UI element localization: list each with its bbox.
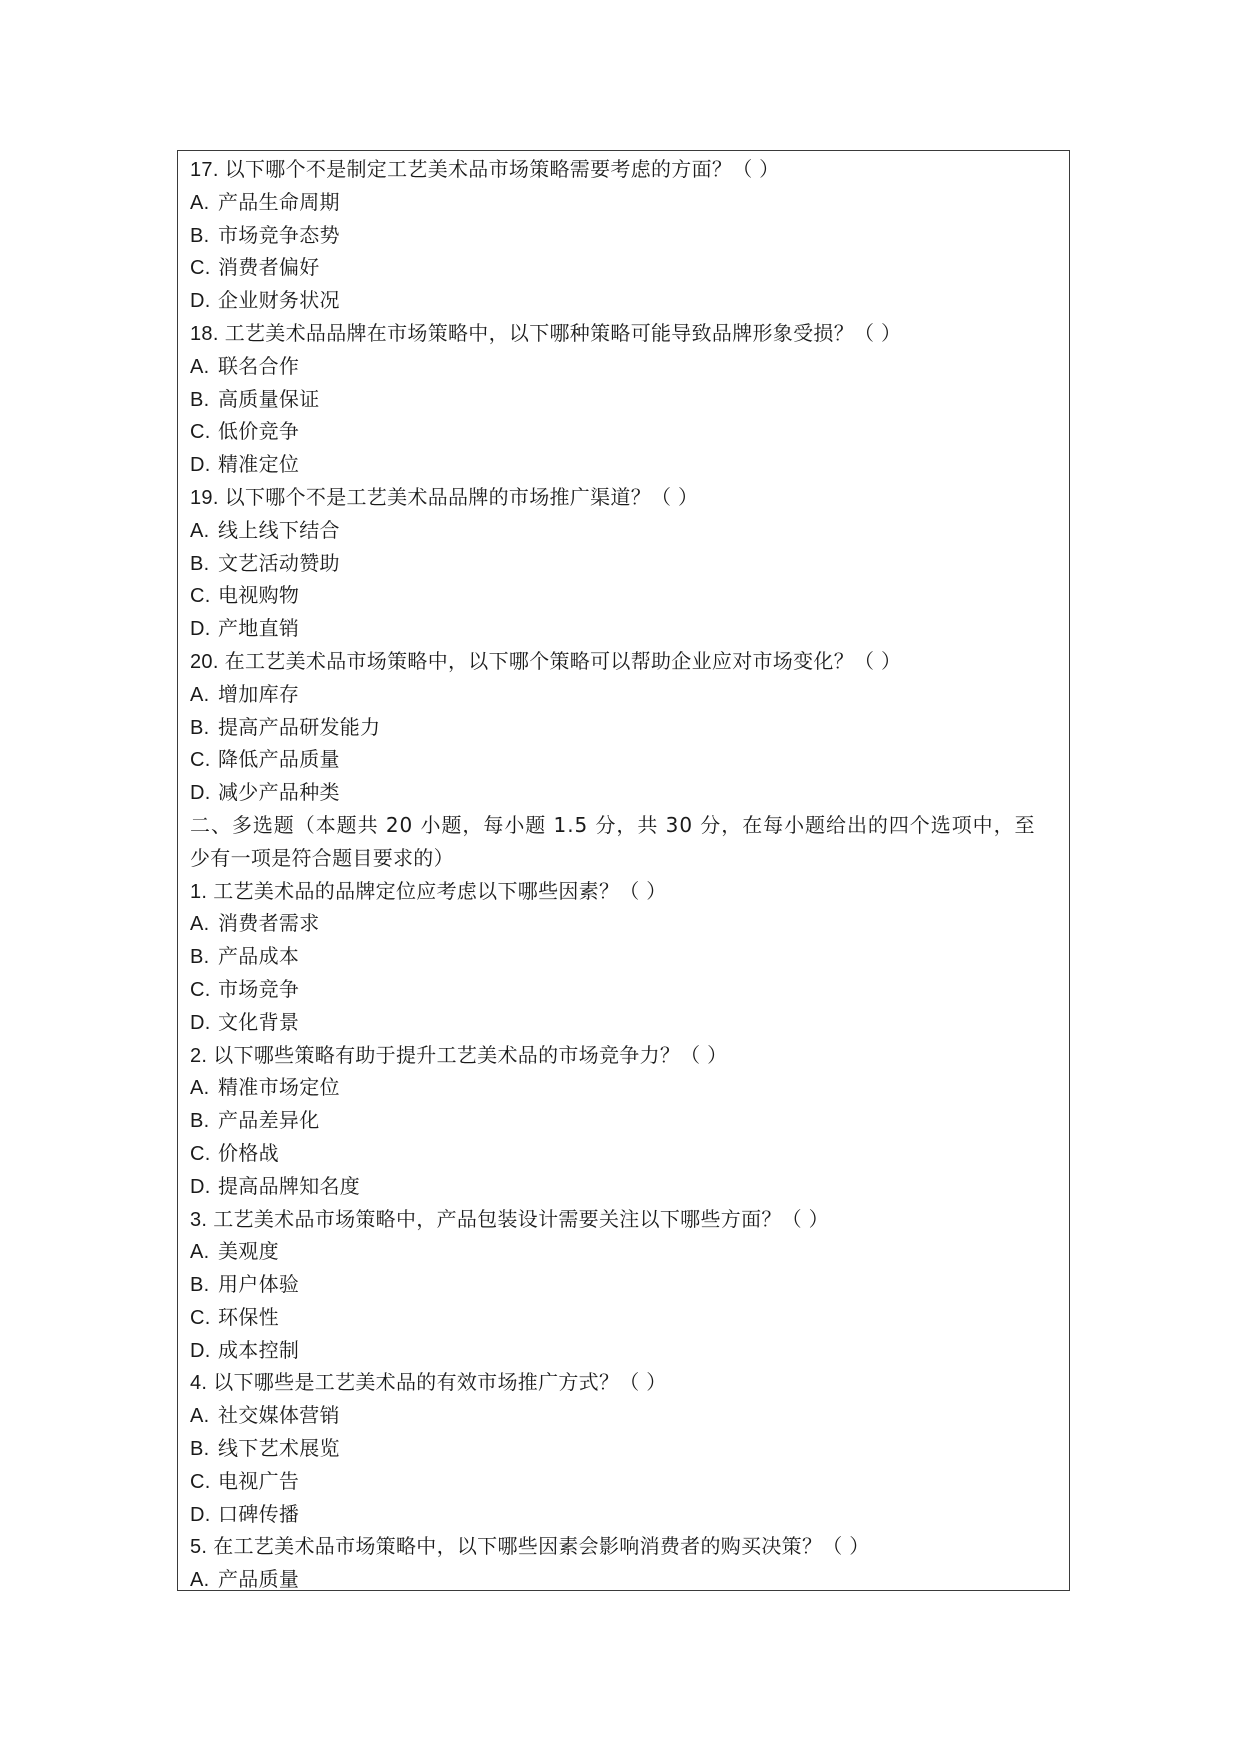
option-text: 增加库存 bbox=[218, 681, 300, 706]
option-letter: B. bbox=[190, 388, 210, 411]
option-letter: D. bbox=[190, 782, 211, 805]
option-text: 电视购物 bbox=[218, 583, 300, 608]
option-line bbox=[190, 1170, 1059, 1203]
option-letter: B. bbox=[190, 552, 210, 575]
option-line bbox=[190, 1137, 1059, 1170]
option-letter: D. bbox=[190, 1503, 211, 1526]
question-line bbox=[190, 1530, 1059, 1563]
option-line bbox=[190, 350, 1059, 383]
option-text: 线上线下结合 bbox=[218, 517, 340, 542]
document-frame bbox=[177, 150, 1070, 1591]
option-line bbox=[190, 284, 1059, 317]
option-line bbox=[190, 973, 1059, 1006]
option-letter: A. bbox=[190, 1241, 210, 1264]
option-line bbox=[190, 1235, 1059, 1268]
option-text: 低价竞争 bbox=[218, 419, 300, 444]
question-number: 3. bbox=[190, 1208, 208, 1231]
option-letter: B. bbox=[190, 1110, 210, 1133]
option-letter: D. bbox=[190, 1011, 211, 1034]
option-text: 高质量保证 bbox=[218, 386, 320, 411]
option-text: 精准市场定位 bbox=[218, 1075, 340, 1100]
question-text: 以下哪些策略有助于提升工艺美术品的市场竞争力？（ ） bbox=[213, 1042, 728, 1067]
question-number: 1. bbox=[190, 880, 208, 903]
question-number: 17. bbox=[190, 159, 219, 181]
option-text: 线下艺术展览 bbox=[218, 1436, 340, 1461]
option-letter: C. bbox=[190, 978, 211, 1001]
question-line bbox=[190, 645, 1059, 678]
question-line bbox=[190, 1366, 1059, 1399]
option-letter: A. bbox=[190, 191, 210, 214]
option-letter: B. bbox=[190, 1438, 210, 1461]
option-text: 企业财务状况 bbox=[218, 288, 340, 313]
question-text: 工艺美术品的品牌定位应考虑以下哪些因素？（ ） bbox=[213, 878, 667, 903]
question-text: 以下哪些是工艺美术品的有效市场推广方式？（ ） bbox=[213, 1370, 667, 1395]
option-text: 提高产品研发能力 bbox=[218, 714, 381, 739]
option-line bbox=[190, 383, 1059, 416]
question-text: 工艺美术品品牌在市场策略中，以下哪种策略可能导致品牌形象受损？（ ） bbox=[224, 320, 902, 345]
option-letter: D. bbox=[190, 1175, 211, 1198]
question-text: 以下哪个不是制定工艺美术品市场策略需要考虑的方面？（ ） bbox=[224, 157, 780, 181]
question-number: 20. bbox=[190, 650, 219, 673]
option-text: 市场竞争 bbox=[218, 976, 300, 1001]
option-letter: C. bbox=[190, 421, 211, 444]
option-text: 电视广告 bbox=[218, 1468, 300, 1493]
section-text: 二、多选题（本题共 20 小题，每小题 1.5 分，共 30 分，在每小题给出的四个选项中，至 bbox=[190, 812, 1036, 837]
option-line bbox=[190, 415, 1059, 448]
option-text: 降低产品质量 bbox=[218, 747, 340, 772]
question-text: 在工艺美术品市场策略中，以下哪些因素会影响消费者的购买决策？（ ） bbox=[213, 1534, 870, 1559]
option-text: 文艺活动赞助 bbox=[218, 550, 340, 575]
option-line bbox=[190, 514, 1059, 547]
option-letter: D. bbox=[190, 290, 211, 313]
option-letter: C. bbox=[190, 1306, 211, 1329]
option-text: 消费者偏好 bbox=[218, 255, 320, 280]
question-line bbox=[190, 317, 1059, 350]
option-letter: C. bbox=[190, 749, 211, 772]
option-text: 消费者需求 bbox=[218, 911, 320, 936]
question-line bbox=[190, 1203, 1059, 1236]
option-letter: B. bbox=[190, 716, 210, 739]
option-letter: D. bbox=[190, 454, 211, 477]
option-text: 市场竞争态势 bbox=[218, 222, 340, 247]
option-text: 产品质量 bbox=[218, 1567, 300, 1592]
question-number: 2. bbox=[190, 1044, 208, 1067]
section-heading bbox=[190, 842, 1059, 875]
option-line bbox=[190, 612, 1059, 645]
section-text: 少有一项是符合题目要求的） bbox=[190, 845, 454, 870]
option-text: 成本控制 bbox=[218, 1337, 300, 1362]
option-letter: B. bbox=[190, 1274, 210, 1297]
question-text: 工艺美术品市场策略中，产品包装设计需要关注以下哪些方面？（ ） bbox=[213, 1206, 829, 1231]
option-line bbox=[190, 776, 1059, 809]
option-text: 提高品牌知名度 bbox=[218, 1173, 361, 1198]
option-letter: C. bbox=[190, 1142, 211, 1165]
option-line bbox=[190, 1465, 1059, 1498]
option-text: 美观度 bbox=[218, 1239, 279, 1264]
option-text: 环保性 bbox=[218, 1304, 279, 1329]
question-number: 18. bbox=[190, 322, 219, 345]
option-text: 产品生命周期 bbox=[218, 189, 340, 214]
option-line bbox=[190, 1301, 1059, 1334]
option-text: 产品成本 bbox=[218, 944, 300, 969]
section-heading bbox=[190, 809, 1059, 842]
option-line bbox=[190, 579, 1059, 612]
question-text: 在工艺美术品市场策略中，以下哪个策略可以帮助企业应对市场变化？（ ） bbox=[224, 648, 902, 673]
option-letter: A. bbox=[190, 683, 210, 706]
question-line bbox=[190, 1039, 1059, 1072]
option-line bbox=[190, 1563, 1059, 1596]
option-line bbox=[190, 907, 1059, 940]
option-line bbox=[190, 678, 1059, 711]
option-text: 联名合作 bbox=[218, 353, 300, 378]
question-number: 5. bbox=[190, 1536, 208, 1559]
option-line bbox=[190, 1432, 1059, 1465]
option-line bbox=[190, 940, 1059, 973]
option-letter: C. bbox=[190, 1470, 211, 1493]
option-text: 减少产品种类 bbox=[218, 780, 340, 805]
question-line bbox=[190, 481, 1059, 514]
question-number: 4. bbox=[190, 1372, 208, 1395]
option-text: 文化背景 bbox=[218, 1009, 300, 1034]
option-letter: B. bbox=[190, 224, 210, 247]
option-text: 精准定位 bbox=[218, 452, 300, 477]
option-letter: A. bbox=[190, 519, 210, 542]
option-text: 口碑传播 bbox=[218, 1501, 300, 1526]
option-letter: C. bbox=[190, 257, 211, 280]
option-line bbox=[190, 1268, 1059, 1301]
option-letter: D. bbox=[190, 1339, 211, 1362]
option-line bbox=[190, 1071, 1059, 1104]
option-letter: A. bbox=[190, 913, 210, 936]
option-line bbox=[190, 711, 1059, 744]
option-line bbox=[190, 251, 1059, 284]
question-text: 以下哪个不是工艺美术品品牌的市场推广渠道？（ ） bbox=[224, 484, 699, 509]
option-line bbox=[190, 219, 1059, 252]
option-letter: D. bbox=[190, 618, 211, 641]
question-line bbox=[190, 153, 1059, 186]
option-line bbox=[190, 743, 1059, 776]
option-text: 价格战 bbox=[218, 1140, 279, 1165]
option-letter: A. bbox=[190, 1569, 210, 1592]
option-line bbox=[190, 1006, 1059, 1039]
option-text: 用户体验 bbox=[218, 1272, 300, 1297]
option-line bbox=[190, 1399, 1059, 1432]
option-line bbox=[190, 1334, 1059, 1367]
option-letter: C. bbox=[190, 585, 211, 608]
option-line bbox=[190, 448, 1059, 481]
question-number: 19. bbox=[190, 486, 219, 509]
option-line bbox=[190, 547, 1059, 580]
option-text: 产地直销 bbox=[218, 616, 300, 641]
option-letter: A. bbox=[190, 355, 210, 378]
document-content bbox=[190, 153, 1059, 1596]
option-line bbox=[190, 1104, 1059, 1137]
question-line bbox=[190, 875, 1059, 908]
option-letter: A. bbox=[190, 1077, 210, 1100]
option-letter: B. bbox=[190, 946, 210, 969]
option-text: 产品差异化 bbox=[218, 1108, 320, 1133]
option-letter: A. bbox=[190, 1405, 210, 1428]
option-text: 社交媒体营销 bbox=[218, 1403, 340, 1428]
option-line bbox=[190, 1498, 1059, 1531]
option-line bbox=[190, 186, 1059, 219]
